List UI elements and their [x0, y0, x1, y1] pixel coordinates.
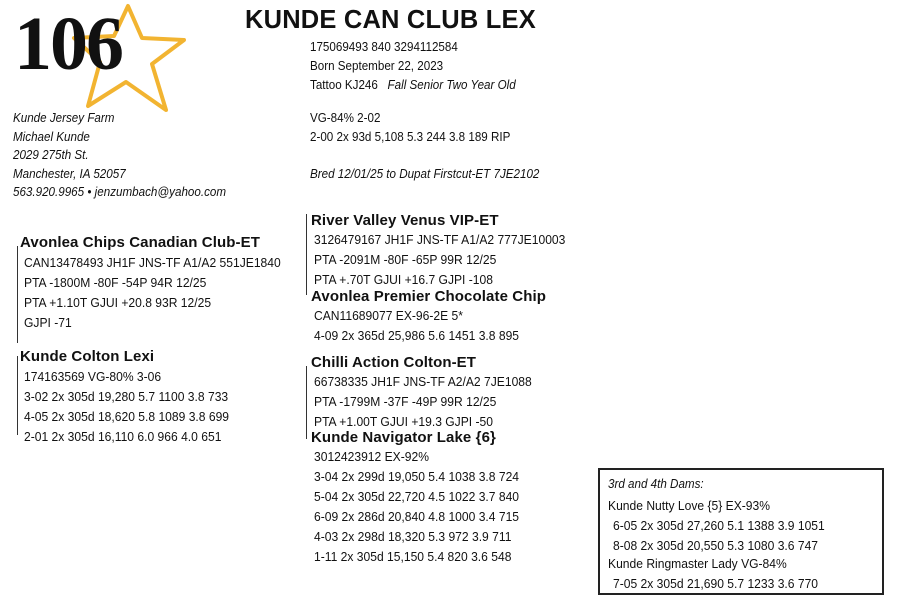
dam-name: Kunde Colton Lexi	[20, 348, 155, 365]
animal-ids: 175069493 840 3294112584	[310, 40, 458, 54]
dam-dam-name: Kunde Navigator Lake {6}	[311, 429, 496, 446]
third-dam-line: 8-08 2x 305d 20,550 5.3 1080 3.6 747	[613, 538, 819, 553]
dam-sire-name: Chilli Action Colton-ET	[311, 354, 477, 371]
consignor-street: 2029 275th St.	[13, 148, 89, 162]
consignor-email: jenzumbach@yahoo.com	[94, 185, 227, 199]
sire-block	[20, 234, 300, 333]
dam-line: 2-01 2x 305d 16,110 6.0 966 4.0 651	[24, 429, 222, 444]
animal-tattoo: Tattoo KJ246	[310, 78, 378, 92]
sire-line: PTA +1.10T GJUI +20.8 93R 12/25	[24, 295, 212, 310]
separator-bullet: •	[87, 185, 92, 199]
sire-connector-line	[17, 246, 18, 343]
sire-dam-name: Avonlea Premier Chocolate Chip	[311, 288, 547, 305]
animal-class: Fall Senior Two Year Old	[387, 78, 516, 92]
lot-number: 106	[14, 2, 122, 86]
fourth-dam-block	[608, 554, 833, 594]
consignor-block	[13, 109, 242, 202]
animal-classification: VG-84% 2-02	[310, 111, 381, 125]
dam-dam-block	[311, 429, 534, 567]
dam-sire-line: PTA -1799M -37F -49P 99R 12/25	[314, 394, 497, 409]
dam-dam-line: 5-04 2x 305d 22,720 4.5 1022 3.7 840	[314, 489, 520, 504]
consignor-contact	[13, 183, 226, 202]
sire-name: Avonlea Chips Canadian Club-ET	[20, 234, 260, 251]
third-dam-block	[608, 496, 841, 556]
sire-line: GJPI -71	[24, 315, 72, 330]
sire-sire-line: PTA +.70T GJUI +16.7 GJPI -108	[314, 272, 493, 287]
dam-dam-line: 4-03 2x 298d 18,320 5.3 972 3.9 711	[314, 529, 512, 544]
sire-sire-line: 3126479167 JH1F JNS-TF A1/A2 777JE10003	[314, 232, 566, 247]
dam-line: 4-05 2x 305d 18,620 5.8 1089 3.8 699	[24, 409, 230, 424]
animal-born: Born September 22, 2023	[310, 59, 444, 73]
sire-sire-connector-line	[306, 214, 307, 295]
dam-connector-line	[17, 356, 18, 435]
consignor-owner: Michael Kunde	[13, 129, 90, 144]
animal-info	[310, 38, 531, 95]
animal-production	[310, 109, 525, 147]
later-dams-heading-text: 3rd and 4th Dams:	[608, 477, 704, 491]
fourth-dam-line: 7-05 2x 305d 21,690 5.7 1233 3.6 770	[613, 576, 819, 591]
sire-dam-line: CAN11689077 EX-96-2E 5*	[314, 308, 463, 323]
sire-sire-line: PTA -2091M -80F -65P 99R 12/25	[314, 252, 497, 267]
dam-dam-line: 3-04 2x 299d 19,050 5.4 1038 3.8 724	[314, 469, 520, 484]
third-dam-name: Kunde Nutty Love {5} EX-93%	[608, 498, 770, 513]
dam-block	[20, 348, 244, 447]
consignor-city: Manchester, IA 52057	[13, 166, 126, 181]
dam-sire-line: 66738335 JH1F JNS-TF A2/A2 7JE1088	[314, 374, 532, 389]
sire-line: PTA -1800M -80F -54P 94R 12/25	[24, 275, 207, 290]
dam-dam-line: 6-09 2x 286d 20,840 4.8 1000 3.4 715	[314, 509, 520, 524]
dam-sire-line: PTA +1.00T GJUI +19.3 GJPI -50	[314, 414, 493, 429]
sire-dam-block	[311, 288, 546, 346]
dam-line: 3-02 2x 305d 19,280 5.7 1100 3.8 733	[24, 389, 229, 404]
sire-sire-name: River Valley Venus VIP-ET	[311, 212, 499, 229]
sire-line: CAN13478493 JH1F JNS-TF A1/A2 551JE1840	[24, 255, 281, 270]
later-dams-heading	[608, 475, 711, 494]
consignor-farm: Kunde Jersey Farm	[13, 111, 115, 125]
animal-record: 2-00 2x 93d 5,108 5.3 244 3.8 189 RIP	[310, 130, 511, 144]
fourth-dam-name: Kunde Ringmaster Lady VG-84%	[608, 556, 787, 571]
sire-sire-block	[311, 212, 584, 290]
later-dams-box	[598, 468, 884, 595]
bred-text: Bred 12/01/25 to Dupat Firstcut-ET 7JE2102	[310, 167, 540, 181]
dam-sire-block	[311, 354, 548, 432]
dam-sire-connector-line	[306, 366, 307, 439]
consignor-phone: 563.920.9965	[13, 185, 85, 199]
sire-dam-line: 4-09 2x 365d 25,986 5.6 1451 3.8 895	[314, 328, 520, 343]
animal-bred	[310, 165, 557, 184]
dam-dam-line: 3012423912 EX-92%	[314, 449, 429, 464]
dam-dam-line: 1-11 2x 305d 15,150 5.4 820 3.6 548	[314, 549, 512, 564]
page-title: KUNDE CAN CLUB LEX	[245, 4, 536, 34]
third-dam-line: 6-05 2x 305d 27,260 5.1 1388 3.9 1051	[613, 518, 825, 533]
animal-tattoo-class	[310, 76, 516, 95]
dam-line: 174163569 VG-80% 3-06	[24, 369, 162, 384]
